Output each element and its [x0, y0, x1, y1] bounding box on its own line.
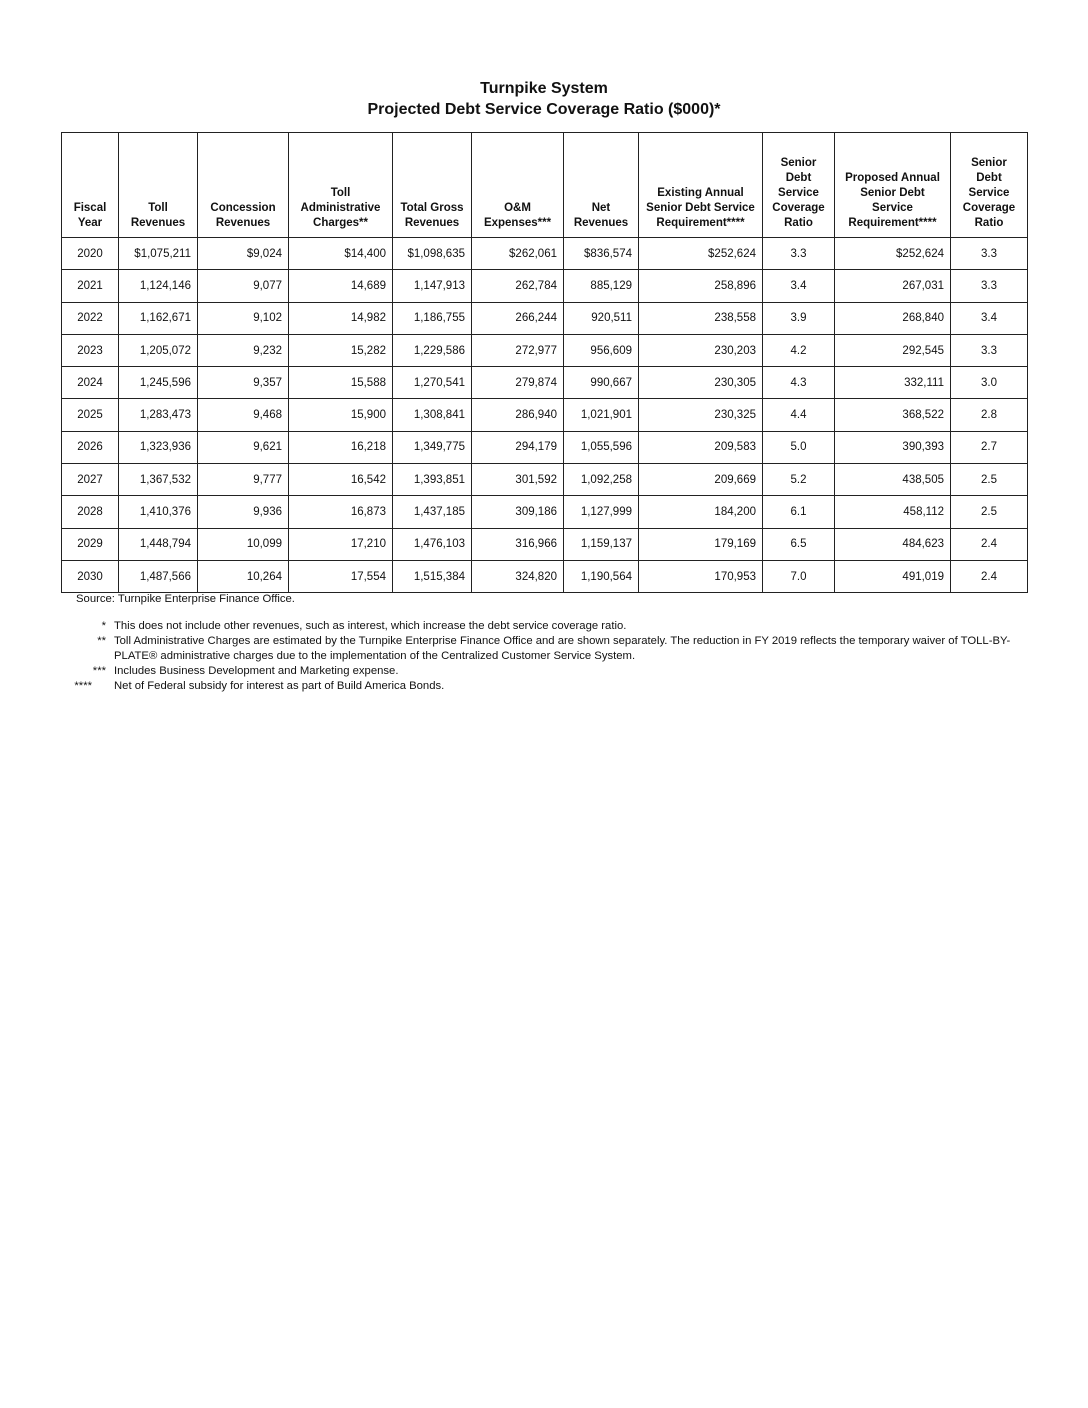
table-body	[62, 238, 1028, 593]
cell-proposed-coverage-ratio: 2.4	[951, 560, 1028, 592]
cell-toll-admin-charges: 16,873	[289, 496, 393, 528]
cell-toll-revenues: 1,283,473	[119, 399, 198, 431]
cell-existing-coverage-ratio: 4.3	[763, 367, 835, 399]
cell-proposed-coverage-ratio: 3.3	[951, 238, 1028, 270]
page-title	[0, 78, 1088, 120]
table-row	[62, 238, 1028, 270]
col-header-om-expenses: O&M Expenses***	[472, 133, 564, 238]
table-row	[62, 334, 1028, 366]
cell-proposed-coverage-ratio: 2.7	[951, 431, 1028, 463]
cell-existing-coverage-ratio: 4.2	[763, 334, 835, 366]
cell-existing-debt-service: 238,558	[639, 302, 763, 334]
cell-existing-debt-service: 209,583	[639, 431, 763, 463]
cell-existing-coverage-ratio: 4.4	[763, 399, 835, 431]
table-row	[62, 367, 1028, 399]
cell-proposed-debt-service: 292,545	[835, 334, 951, 366]
footnote-text: Toll Administrative Charges are estimated by the Turnpike Enterprise Finance Office and are shown separately. The reduction in FY 2019 reflects the temporary waiver of TOLL-BY-PLATE® administrative charges due to the implementation of the Centralized Customer Service System.	[114, 635, 1011, 662]
table-row	[62, 496, 1028, 528]
footnote-text: Net of Federal subsidy for interest as part of Build America Bonds.	[114, 680, 445, 692]
cell-existing-coverage-ratio: 6.1	[763, 496, 835, 528]
cell-om-expenses: 294,179	[472, 431, 564, 463]
cell-proposed-debt-service: 332,111	[835, 367, 951, 399]
cell-total-gross-revenues: $1,098,635	[393, 238, 472, 270]
cell-fiscal-year: 2028	[62, 496, 119, 528]
cell-proposed-debt-service: 267,031	[835, 270, 951, 302]
footnote-mark: ***	[92, 665, 106, 677]
cell-net-revenues: 1,127,999	[564, 496, 639, 528]
cell-toll-revenues: 1,205,072	[119, 334, 198, 366]
cell-concession-revenues: 9,621	[198, 431, 289, 463]
cell-om-expenses: $262,061	[472, 238, 564, 270]
table-row	[62, 302, 1028, 334]
col-header-total-gross-revenues: Total Gross Revenues	[393, 133, 472, 238]
cell-net-revenues: 1,055,596	[564, 431, 639, 463]
cell-toll-revenues: 1,410,376	[119, 496, 198, 528]
table-row	[62, 270, 1028, 302]
cell-existing-coverage-ratio: 7.0	[763, 560, 835, 592]
cell-proposed-debt-service: $252,624	[835, 238, 951, 270]
table-header-row	[62, 133, 1028, 238]
cell-concession-revenues: 9,468	[198, 399, 289, 431]
cell-existing-debt-service: 209,669	[639, 464, 763, 496]
cell-proposed-coverage-ratio: 2.8	[951, 399, 1028, 431]
cell-proposed-debt-service: 458,112	[835, 496, 951, 528]
cell-toll-revenues: 1,367,532	[119, 464, 198, 496]
cell-concession-revenues: 10,099	[198, 528, 289, 560]
cell-om-expenses: 324,820	[472, 560, 564, 592]
cell-om-expenses: 266,244	[472, 302, 564, 334]
cell-existing-debt-service: 230,325	[639, 399, 763, 431]
table-row	[62, 560, 1028, 592]
cell-fiscal-year: 2029	[62, 528, 119, 560]
cell-total-gross-revenues: 1,147,913	[393, 270, 472, 302]
cell-concession-revenues: 9,777	[198, 464, 289, 496]
cell-existing-debt-service: 184,200	[639, 496, 763, 528]
cell-toll-admin-charges: 15,900	[289, 399, 393, 431]
cell-concession-revenues: 9,232	[198, 334, 289, 366]
cell-total-gross-revenues: 1,186,755	[393, 302, 472, 334]
col-header-concession-revenues: Concession Revenues	[198, 133, 289, 238]
cell-net-revenues: 1,021,901	[564, 399, 639, 431]
cell-proposed-coverage-ratio: 3.0	[951, 367, 1028, 399]
cell-concession-revenues: 9,357	[198, 367, 289, 399]
cell-existing-coverage-ratio: 6.5	[763, 528, 835, 560]
table-row	[62, 528, 1028, 560]
cell-proposed-debt-service: 390,393	[835, 431, 951, 463]
cell-net-revenues: 1,092,258	[564, 464, 639, 496]
cell-toll-admin-charges: $14,400	[289, 238, 393, 270]
footnote-text: This does not include other revenues, such as interest, which increase the debt service coverage ratio.	[114, 620, 627, 632]
footnote-mark: **	[97, 635, 106, 647]
cell-fiscal-year: 2020	[62, 238, 119, 270]
cell-proposed-debt-service: 438,505	[835, 464, 951, 496]
cell-existing-coverage-ratio: 3.4	[763, 270, 835, 302]
cell-concession-revenues: 9,936	[198, 496, 289, 528]
table-row	[62, 399, 1028, 431]
cell-om-expenses: 286,940	[472, 399, 564, 431]
col-header-toll-admin-charges: Toll Administrative Charges**	[289, 133, 393, 238]
cell-total-gross-revenues: 1,229,586	[393, 334, 472, 366]
cell-toll-admin-charges: 16,542	[289, 464, 393, 496]
footnote-mark: *	[101, 620, 106, 632]
cell-proposed-debt-service: 268,840	[835, 302, 951, 334]
cell-om-expenses: 279,874	[472, 367, 564, 399]
col-header-proposed-debt-service: Proposed Annual Senior Debt Service Requirement****	[835, 133, 951, 238]
cell-proposed-debt-service: 491,019	[835, 560, 951, 592]
cell-total-gross-revenues: 1,270,541	[393, 367, 472, 399]
cell-total-gross-revenues: 1,349,775	[393, 431, 472, 463]
table-row	[62, 431, 1028, 463]
cell-toll-admin-charges: 14,689	[289, 270, 393, 302]
cell-toll-revenues: 1,124,146	[119, 270, 198, 302]
cell-existing-debt-service: $252,624	[639, 238, 763, 270]
footnote	[62, 634, 1032, 664]
cell-toll-revenues: 1,487,566	[119, 560, 198, 592]
cell-toll-admin-charges: 15,282	[289, 334, 393, 366]
footnote-text: Includes Business Development and Marketing expense.	[114, 665, 399, 677]
cell-toll-admin-charges: 16,218	[289, 431, 393, 463]
debt-service-coverage-table	[61, 132, 1028, 593]
cell-proposed-coverage-ratio: 2.5	[951, 464, 1028, 496]
cell-proposed-coverage-ratio: 2.5	[951, 496, 1028, 528]
notes-section	[62, 592, 1032, 694]
cell-fiscal-year: 2027	[62, 464, 119, 496]
cell-existing-coverage-ratio: 3.9	[763, 302, 835, 334]
cell-toll-admin-charges: 17,554	[289, 560, 393, 592]
cell-proposed-coverage-ratio: 3.4	[951, 302, 1028, 334]
cell-toll-revenues: 1,245,596	[119, 367, 198, 399]
cell-existing-debt-service: 258,896	[639, 270, 763, 302]
cell-om-expenses: 301,592	[472, 464, 564, 496]
cell-fiscal-year: 2022	[62, 302, 119, 334]
cell-net-revenues: 885,129	[564, 270, 639, 302]
cell-proposed-coverage-ratio: 3.3	[951, 270, 1028, 302]
cell-fiscal-year: 2024	[62, 367, 119, 399]
footnote-mark: ****	[74, 680, 92, 692]
cell-proposed-debt-service: 484,623	[835, 528, 951, 560]
cell-toll-revenues: $1,075,211	[119, 238, 198, 270]
cell-existing-coverage-ratio: 5.0	[763, 431, 835, 463]
cell-net-revenues: 990,667	[564, 367, 639, 399]
cell-net-revenues: 920,511	[564, 302, 639, 334]
cell-fiscal-year: 2026	[62, 431, 119, 463]
cell-existing-debt-service: 230,305	[639, 367, 763, 399]
cell-concession-revenues: 9,102	[198, 302, 289, 334]
cell-existing-coverage-ratio: 3.3	[763, 238, 835, 270]
cell-fiscal-year: 2030	[62, 560, 119, 592]
cell-concession-revenues: 9,077	[198, 270, 289, 302]
col-header-proposed-coverage-ratio: Senior Debt Service Coverage Ratio	[951, 133, 1028, 238]
cell-proposed-coverage-ratio: 3.3	[951, 334, 1028, 366]
col-header-toll-revenues: Toll Revenues	[119, 133, 198, 238]
cell-existing-debt-service: 170,953	[639, 560, 763, 592]
cell-toll-admin-charges: 15,588	[289, 367, 393, 399]
cell-net-revenues: 1,190,564	[564, 560, 639, 592]
col-header-existing-debt-service: Existing Annual Senior Debt Service Requirement****	[639, 133, 763, 238]
cell-fiscal-year: 2021	[62, 270, 119, 302]
source-note: Source: Turnpike Enterprise Finance Office.	[76, 593, 295, 605]
cell-concession-revenues: 10,264	[198, 560, 289, 592]
cell-total-gross-revenues: 1,308,841	[393, 399, 472, 431]
footnote	[62, 619, 1032, 634]
col-header-net-revenues: Net Revenues	[564, 133, 639, 238]
cell-net-revenues: 1,159,137	[564, 528, 639, 560]
cell-toll-revenues: 1,448,794	[119, 528, 198, 560]
col-header-fiscal-year: Fiscal Year	[62, 133, 119, 238]
footnote	[62, 664, 1032, 679]
cell-toll-admin-charges: 17,210	[289, 528, 393, 560]
cell-net-revenues: $836,574	[564, 238, 639, 270]
cell-existing-debt-service: 179,169	[639, 528, 763, 560]
cell-existing-debt-service: 230,203	[639, 334, 763, 366]
cell-fiscal-year: 2025	[62, 399, 119, 431]
cell-net-revenues: 956,609	[564, 334, 639, 366]
title-line-2: Projected Debt Service Coverage Ratio ($000)*	[367, 101, 721, 118]
cell-om-expenses: 262,784	[472, 270, 564, 302]
table-row	[62, 464, 1028, 496]
cell-om-expenses: 272,977	[472, 334, 564, 366]
cell-total-gross-revenues: 1,515,384	[393, 560, 472, 592]
cell-proposed-coverage-ratio: 2.4	[951, 528, 1028, 560]
cell-fiscal-year: 2023	[62, 334, 119, 366]
cell-toll-admin-charges: 14,982	[289, 302, 393, 334]
cell-total-gross-revenues: 1,437,185	[393, 496, 472, 528]
cell-total-gross-revenues: 1,393,851	[393, 464, 472, 496]
cell-om-expenses: 309,186	[472, 496, 564, 528]
cell-existing-coverage-ratio: 5.2	[763, 464, 835, 496]
cell-toll-revenues: 1,323,936	[119, 431, 198, 463]
cell-om-expenses: 316,966	[472, 528, 564, 560]
cell-proposed-debt-service: 368,522	[835, 399, 951, 431]
footnote	[62, 679, 1032, 694]
cell-total-gross-revenues: 1,476,103	[393, 528, 472, 560]
col-header-existing-coverage-ratio: Senior Debt Service Coverage Ratio	[763, 133, 835, 238]
title-line-1: Turnpike System	[480, 80, 608, 97]
cell-toll-revenues: 1,162,671	[119, 302, 198, 334]
cell-concession-revenues: $9,024	[198, 238, 289, 270]
